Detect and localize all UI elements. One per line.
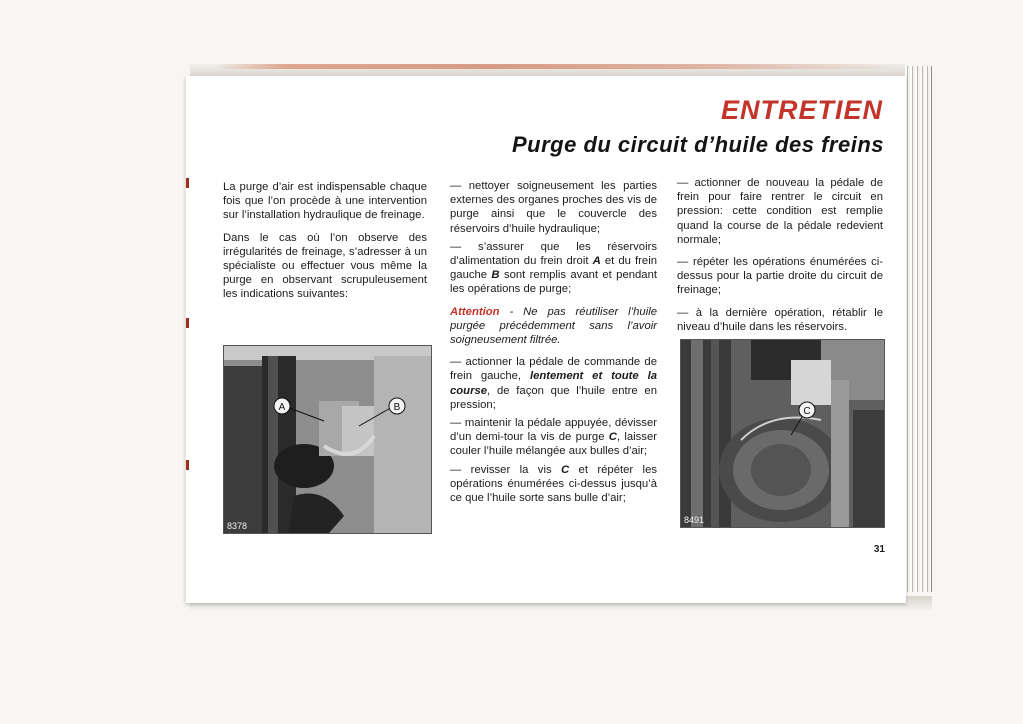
reservoir-a-label: A [592,255,601,268]
step-text: et répéter les opérations énumérées ci-dessus jusqu’à ce que l’huile sorte sans bulle d’air; [450,463,657,505]
step-loosen-screw [450,416,657,459]
figure-number: 8491 [684,515,705,525]
figure-number: 8378 [227,521,248,531]
step-text: , de façon que l’huile entre en pression; [450,384,657,411]
step-restore-level: — à la dernière opération, rétablir le niveau d’huile dans les réservoirs. [677,306,883,333]
binding-mark [186,178,189,188]
intro-paragraph: La purge d’air est indispensable chaque fois que l’on procède à une intervention sur l’installation hydraulique de freinage. [223,181,427,222]
page-top-edge [215,64,905,69]
step-check-reservoirs [450,240,657,297]
attention-label: Attention [450,305,500,318]
page-stack-edge [905,66,932,592]
binding-mark [186,460,189,470]
column-1 [223,180,427,310]
step-press-again: — actionner de nouveau la pédale de frein pour faire rentrer le circuit en pression: cette condition est remplie quand la course de la pédale redevient normale; [677,177,883,246]
figure-brake-reservoirs [223,345,432,534]
step-press-pedal [450,355,657,412]
page-heading: Purge du circuit d’huile des freins [511,132,884,157]
callout-c: C [803,406,811,417]
step-text: , laisser couler l’huile mélangée aux bulles d’air; [450,431,657,458]
step-text: sont remplis avant et pendant les opérations de purge; [450,269,657,296]
screw-c-label: C [561,463,570,476]
section-title: ENTRETIEN [720,95,883,125]
page-number: 31 [873,544,885,555]
screw-c-label: C [608,431,617,444]
step-retighten-screw [450,463,657,506]
step-text: et du frein gauche [450,255,657,282]
attention-text: - Ne pas réutiliser l’huile purgée précédemment sans l’avoir soigneusement filtrée. [450,305,657,347]
emphasis-text: lentement et toute la course [450,370,657,397]
callout-a: A [278,402,286,413]
column-3 [677,176,883,342]
column-2 [450,179,657,513]
instruction-paragraph: Dans le cas où l’on observe des irrégularités de freinage, s’adresser à un spécialiste ou effectuer vous même la purge en observant scrupuleusement les indications suivantes: [223,231,427,301]
figure-bleed-screw [680,339,885,528]
binding-mark [186,318,189,328]
step-text: — revisser la vis [450,463,561,476]
step-clean-parts: — nettoyer soigneusement les parties externes des organes proches des vis de purge ainsi que le couvercle des réservoirs d’huile hydraulique; [450,180,657,235]
step-text: — maintenir la pédale appuyée, dévisser d’un demi-tour la vis de purge [450,417,657,444]
reservoir-b-label: B [491,269,500,282]
step-text: — s’assurer que les réservoirs d’alimentation du frein droit [450,240,657,268]
figure-bleed-screw-drawing [681,340,884,527]
step-text: — actionner la pédale de commande de frein gauche, [450,356,657,383]
callout-b: B [393,402,401,413]
step-repeat-right: — répéter les opérations énumérées ci-dessus pour la partie droite du circuit de freinage; [677,256,883,297]
attention-note [450,305,657,348]
figure-reservoirs-drawing [224,346,431,533]
